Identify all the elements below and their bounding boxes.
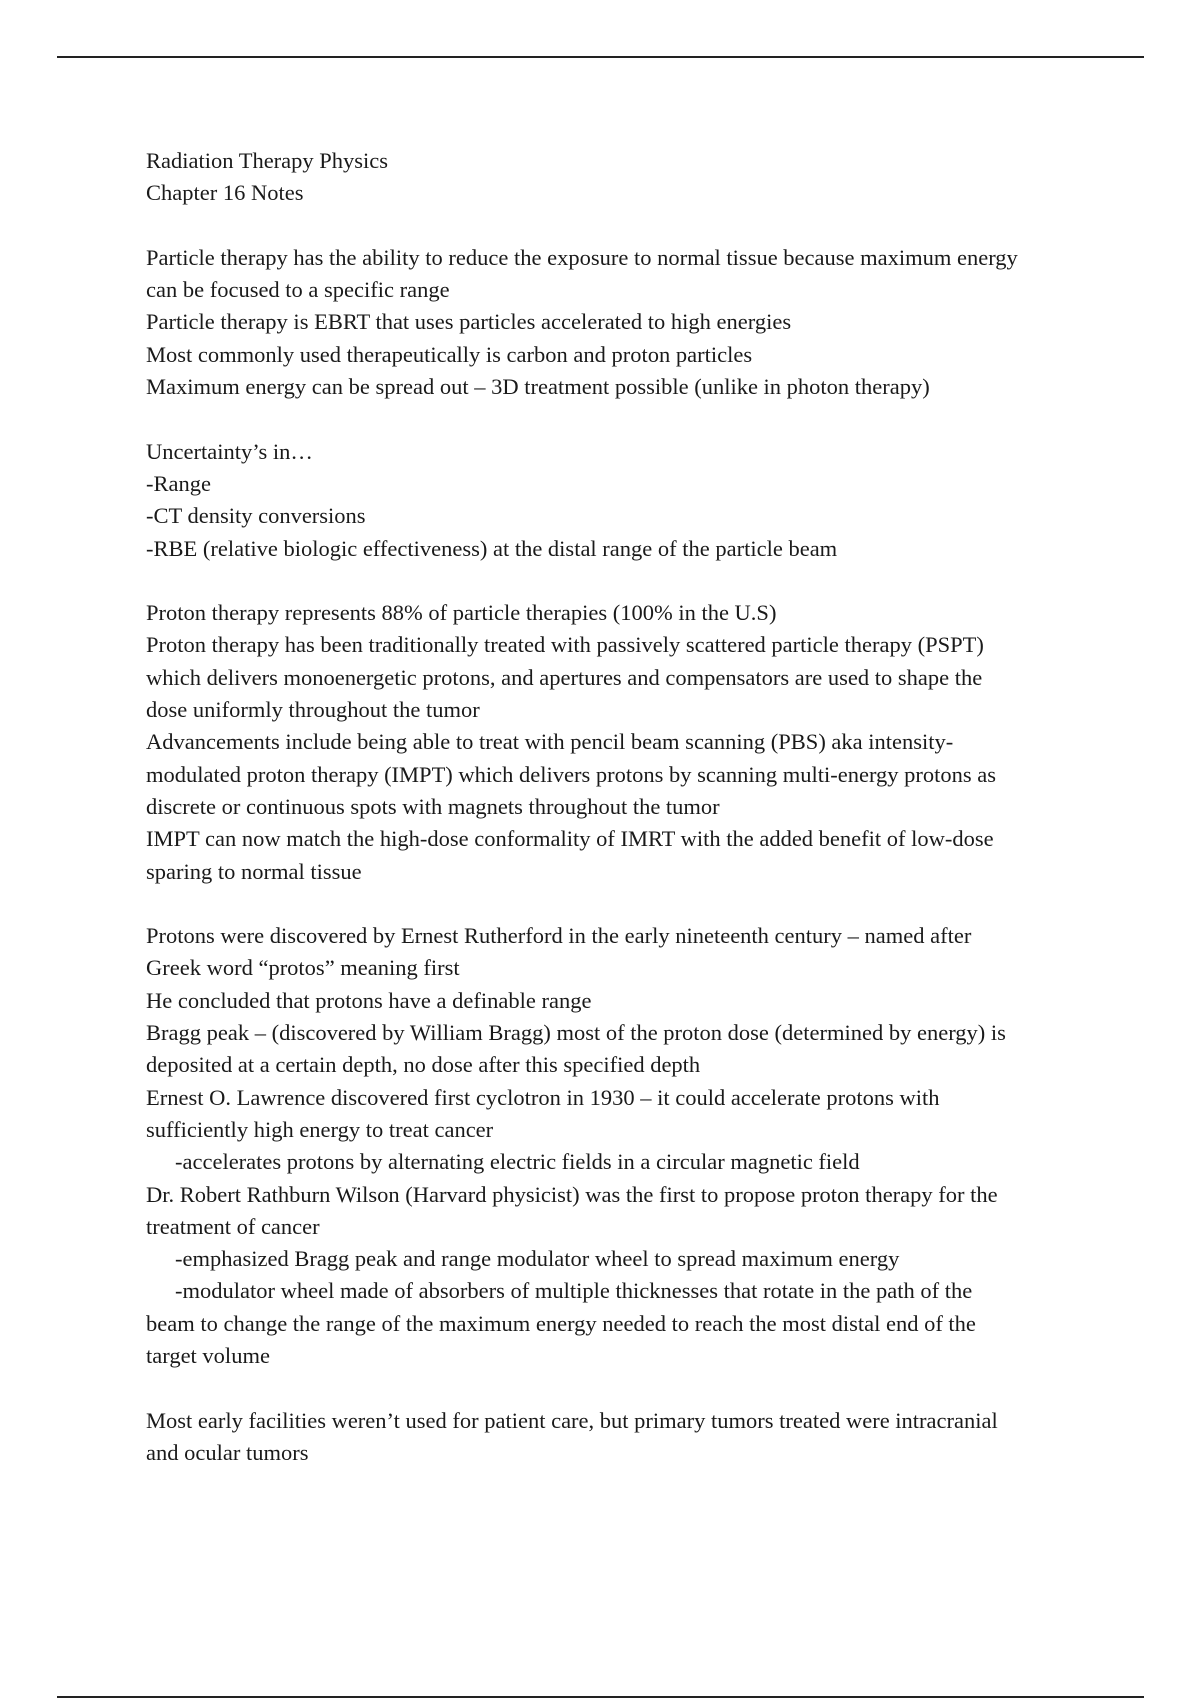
text-line: Dr. Robert Rathburn Wilson (Harvard physicist) was the first to propose proton therapy for the xyxy=(146,1181,998,1207)
text-line: Protons were discovered by Ernest Rutherford in the early nineteenth century – named after xyxy=(146,923,972,949)
text-line: Proton therapy has been traditionally treated with passively scattered particle therapy (PSPT) xyxy=(146,632,984,658)
text-line: Particle therapy has the ability to reduce the exposure to normal tissue because maximum energy xyxy=(146,244,1018,270)
text-line-indented: -modulator wheel made of absorbers of multiple thicknesses that rotate in the path of the xyxy=(175,1278,973,1304)
document-title: Radiation Therapy Physics xyxy=(146,148,389,173)
document-body xyxy=(146,145,1096,1469)
paragraph-gap xyxy=(146,210,1096,242)
text-line-indented: -emphasized Bragg peak and range modulator wheel to spread maximum energy xyxy=(175,1246,900,1272)
text-line: He concluded that protons have a definable range xyxy=(146,987,592,1013)
paragraph-gap xyxy=(146,565,1096,597)
paragraph-gap xyxy=(146,888,1096,920)
text-line: which delivers monoenergetic protons, and apertures and compensators are used to shape the xyxy=(146,664,983,690)
text-line: -RBE (relative biologic effectiveness) at the distal range of the particle beam xyxy=(146,535,838,561)
text-line: dose uniformly throughout the tumor xyxy=(146,697,480,723)
paragraph-gap xyxy=(146,403,1096,435)
text-line: Uncertainty’s in… xyxy=(146,438,313,464)
text-line: sparing to normal tissue xyxy=(146,858,362,884)
text-line: Ernest O. Lawrence discovered first cyclotron in 1930 – it could accelerate protons with xyxy=(146,1084,940,1110)
text-line: -Range xyxy=(146,470,211,496)
text-line: Advancements include being able to treat with pencil beam scanning (PBS) aka intensity- xyxy=(146,729,954,755)
text-line: discrete or continuous spots with magnets throughout the tumor xyxy=(146,793,720,819)
text-line: deposited at a certain depth, no dose after this specified depth xyxy=(146,1052,701,1078)
text-line: Proton therapy represents 88% of particle therapies (100% in the U.S) xyxy=(146,600,777,626)
text-line: -CT density conversions xyxy=(146,503,366,529)
text-line: can be focused to a specific range xyxy=(146,277,450,303)
text-line: Bragg peak – (discovered by William Bragg) most of the proton dose (determined by energy) is xyxy=(146,1020,1006,1046)
text-line: Most early facilities weren’t used for patient care, but primary tumors treated were intracranial xyxy=(146,1407,998,1433)
text-line-indented: -accelerates protons by alternating electric fields in a circular magnetic field xyxy=(175,1149,860,1175)
text-line: beam to change the range of the maximum energy needed to reach the most distal end of the xyxy=(146,1310,976,1336)
text-line: Particle therapy is EBRT that uses particles accelerated to high energies xyxy=(146,309,792,335)
text-line: Most commonly used therapeutically is carbon and proton particles xyxy=(146,341,753,367)
text-line: IMPT can now match the high-dose conformality of IMRT with the added benefit of low-dose xyxy=(146,826,994,852)
text-line: sufficiently high energy to treat cancer xyxy=(146,1116,494,1142)
text-line: modulated proton therapy (IMPT) which delivers protons by scanning multi-energy protons as xyxy=(146,761,997,787)
bottom-rule xyxy=(57,1696,1144,1698)
text-line: Greek word “protos” meaning first xyxy=(146,955,460,981)
text-line: and ocular tumors xyxy=(146,1439,309,1465)
text-line: Maximum energy can be spread out – 3D treatment possible (unlike in photon therapy) xyxy=(146,374,930,400)
text-line: treatment of cancer xyxy=(146,1213,320,1239)
paragraph-gap xyxy=(146,1372,1096,1404)
document-subtitle: Chapter 16 Notes xyxy=(146,180,304,206)
top-rule xyxy=(57,56,1144,58)
text-line: target volume xyxy=(146,1342,270,1368)
